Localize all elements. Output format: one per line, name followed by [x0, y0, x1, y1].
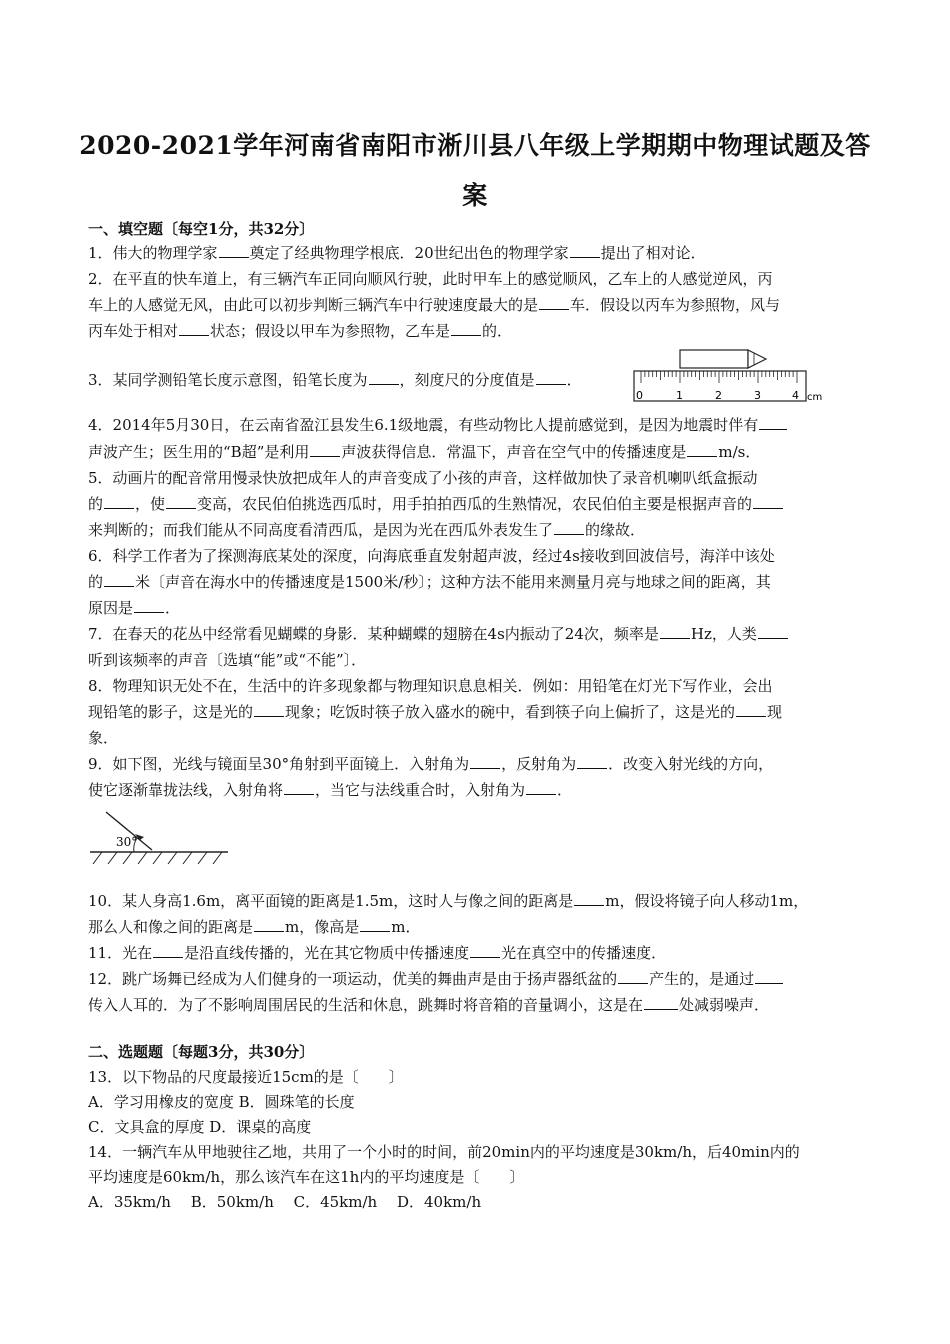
- section-heading-fill-in: 一、填空题〔每空1分，共32分〕: [88, 220, 315, 238]
- question-2-line-2: 车上的人感觉无风，由此可以初步判断三辆汽车中行驶速度最大的是 车．假设以丙车为参照物，风与: [88, 296, 781, 314]
- question-13-options-ab[interactable]: A．学习用橡皮的宽度 B．圆珠笔的长度: [88, 1093, 355, 1111]
- answer-blank[interactable]: [254, 917, 284, 932]
- ruler-tick-label-2: 2: [715, 389, 722, 402]
- answer-blank[interactable]: [153, 943, 183, 958]
- mirror-hatching: [93, 852, 222, 864]
- answer-blank[interactable]: [758, 624, 788, 639]
- hatch-line: [183, 852, 192, 864]
- angle-label: 30°: [116, 835, 138, 849]
- question-11: 11．光在 是沿直线传播的，光在其它物质中传播速度 光在真空中的传播速度．: [88, 944, 667, 962]
- question-12-line-2: 传入人耳的．为了不影响周围居民的生活和休息，跳舞时将音箱的音量调小，这是在 处减弱噪声．: [88, 996, 770, 1014]
- answer-blank[interactable]: [451, 321, 481, 336]
- ruler-figure: [632, 344, 832, 406]
- hatch-line: [108, 852, 117, 864]
- answer-blank[interactable]: [644, 995, 678, 1010]
- answer-blank[interactable]: [134, 598, 164, 613]
- question-14-line-2: 平均速度是60km/h，那么该汽车在这1h内的平均速度是〔 〕: [88, 1168, 525, 1186]
- answer-blank[interactable]: [755, 969, 783, 984]
- hatch-line: [153, 852, 162, 864]
- question-7-line-2: 听到该频率的声音〔选填“能”或“不能”〕．: [88, 651, 367, 669]
- answer-blank[interactable]: [369, 370, 399, 385]
- question-12-line-1: 12．跳广场舞已经成为人们健身的一项运动，优美的舞曲声是由于扬声器纸盆的 产生的，是通过: [88, 968, 784, 989]
- question-14-options[interactable]: A．35km/h B．50km/h C．45km/h D．40km/h: [88, 1193, 482, 1211]
- question-8-line-1: 8．物理知识无处不在，生活中的许多现象都与物理知识息息相关．例如：用铅笔在灯光下写作业，会出: [88, 677, 773, 695]
- question-5-line-2: 的 ，使 变高，农民伯伯挑选西瓜时，用手拍拍西瓜的生熟情况，农民伯伯主要是根据声音的: [88, 493, 784, 514]
- question-5-line-3: 来判断的；而我们能从不同高度看清西瓜，是因为光在西瓜外表发生了 的缘故．: [88, 521, 646, 539]
- answer-blank[interactable]: [104, 494, 134, 509]
- question-13-options-cd[interactable]: C．文具盒的厚度 D．课桌的高度: [88, 1118, 312, 1136]
- page-title: 2020-2021学年河南省南阳市淅川县八年级上学期期中物理试题及答: [79, 131, 871, 160]
- answer-blank[interactable]: [254, 702, 284, 717]
- hatch-line: [213, 852, 222, 864]
- ruler-tick-label-0: 0: [636, 389, 643, 402]
- answer-blank[interactable]: [470, 754, 500, 769]
- question-10-line-1: 10．某人身高1.6m，离平面镜的距离是1.5m，这时人与像之间的距离是 m，假设将镜子向人移动1m，: [88, 892, 809, 910]
- pencil-shape: [680, 350, 766, 368]
- page-title-continued: 案: [462, 181, 488, 210]
- question-6-line-2: 的 米〔声音在海水中的传播速度是1500米/秒〕；这种方法不能用来测量月亮与地球之间的距离，其: [88, 573, 771, 591]
- answer-blank[interactable]: [539, 295, 569, 310]
- question-3: 3．某同学测铅笔长度示意图，铅笔长度为 ，刻度尺的分度值是 ．: [88, 371, 582, 389]
- question-13-stem: 13．以下物品的尺度最接近15cm的是〔 〕: [88, 1068, 404, 1086]
- question-4-line-1: 4．2014年5月30日，在云南省盈江县发生6.1级地震，有些动物比人提前感觉到，是因为地震时伴有: [88, 414, 788, 435]
- question-2-line-3: 丙车处于相对 状态；假设以甲车为参照物，乙车是 的．: [88, 322, 513, 340]
- question-9-line-2: 使它逐渐靠拢法线，入射角将 ，当它与法线重合时，入射角为 ．: [88, 781, 573, 799]
- answer-blank[interactable]: [536, 370, 566, 385]
- question-4-line-2: 声波产生；医生用的“B超”是利用 声波获得信息．常温下，声音在空气中的传播速度是 m/s．: [88, 443, 761, 461]
- ruler-tick-label-1: 1: [676, 389, 683, 402]
- question-8-line-3: 象．: [88, 729, 119, 747]
- answer-blank[interactable]: [687, 442, 717, 457]
- answer-blank[interactable]: [284, 780, 314, 795]
- answer-blank[interactable]: [219, 243, 249, 258]
- answer-blank[interactable]: [554, 520, 584, 535]
- answer-blank[interactable]: [104, 572, 134, 587]
- question-10-line-2: 那么人和像之间的距离是 m，像高是 m．: [88, 918, 421, 936]
- answer-blank[interactable]: [660, 624, 690, 639]
- mirror-figure: [88, 800, 238, 878]
- hatch-line: [93, 852, 102, 864]
- hatch-line: [198, 852, 207, 864]
- question-7-line-1: 7．在春天的花丛中经常看见蝴蝶的身影．某种蝴蝶的翅膀在4s内振动了24次，频率是 Hz，人类: [88, 623, 789, 644]
- question-8-line-2: 现铅笔的影子，这是光的 现象；吃饭时筷子放入盛水的碗中，看到筷子向上偏折了，这是光的 现: [88, 703, 783, 721]
- answer-blank[interactable]: [570, 243, 600, 258]
- ruler-tick-label-3: 3: [754, 389, 761, 402]
- question-6-line-1: 6．科学工作者为了探测海底某处的深度，向海底垂直发射超声波，经过4s接收到回波信号，海洋中该处: [88, 547, 775, 565]
- question-6-line-3: 原因是 ．: [88, 599, 181, 617]
- answer-blank[interactable]: [310, 442, 340, 457]
- answer-blank[interactable]: [577, 754, 607, 769]
- answer-blank[interactable]: [618, 969, 648, 984]
- answer-blank[interactable]: [753, 494, 783, 509]
- answer-blank[interactable]: [759, 415, 787, 430]
- ruler-unit-label: cm: [807, 392, 823, 403]
- answer-blank[interactable]: [736, 702, 766, 717]
- answer-blank[interactable]: [470, 943, 500, 958]
- question-2-line-1: 2．在平直的快车道上，有三辆汽车正同向顺风行驶，此时甲车上的感觉顺风，乙车上的人感觉逆风，丙: [88, 270, 773, 288]
- question-5-line-1: 5．动画片的配音常用慢录快放把成年人的声音变成了小孩的声音，这样做加快了录音机喇叭纸盒振动: [88, 469, 758, 487]
- hatch-line: [168, 852, 177, 864]
- answer-blank[interactable]: [526, 780, 556, 795]
- hatch-line: [123, 852, 132, 864]
- question-1: 1．伟大的物理学家 奠定了经典物理学根底．20世纪出色的物理学家 提出了相对论．: [88, 244, 706, 262]
- answer-blank[interactable]: [166, 494, 196, 509]
- answer-blank[interactable]: [179, 321, 209, 336]
- section-heading-multiple-choice: 二、选题题〔每题3分，共30分〕: [88, 1043, 315, 1061]
- ruler-tick-label-4: 4: [792, 389, 799, 402]
- answer-blank[interactable]: [574, 891, 604, 906]
- hatch-line: [138, 852, 147, 864]
- question-9-line-1: 9．如下图，光线与镜面呈30°角射到平面镜上．入射角为 ，反射角为 ．改变入射光线的方向，: [88, 755, 774, 773]
- answer-blank[interactable]: [360, 917, 390, 932]
- question-14-line-1: 14．一辆汽车从甲地驶往乙地，共用了一个小时的时间，前20min内的平均速度是30km/h，后40min内的: [88, 1143, 800, 1161]
